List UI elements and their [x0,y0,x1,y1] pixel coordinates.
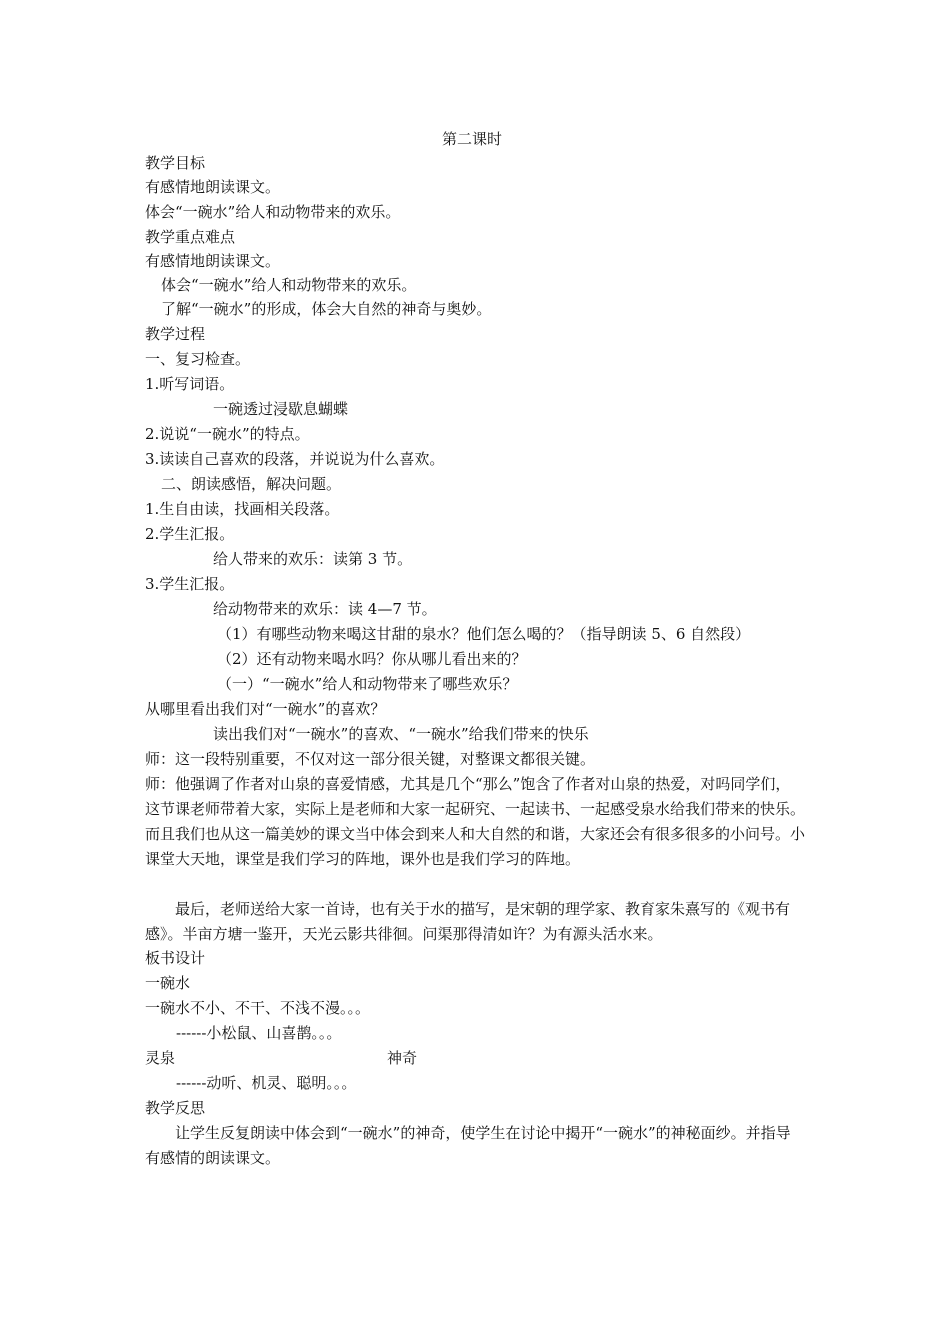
text-line: （一）“一碗水”给人和动物带来了哪些欢乐？ [217,675,518,693]
objectives-heading: 教学目标 [145,154,206,172]
text-line: 体会“一碗水”给人和动物带来的欢乐。 [145,203,401,221]
text-line: 二、朗读感悟，解决问题。 [161,475,342,493]
text-line: （2）还有动物来喝水吗？你从哪儿看出来的？ [217,650,527,668]
text-line: 一碗水不小、不干、不浅不漫。。。 [145,999,371,1017]
text-line: 从哪里看出我们对“一碗水”的喜欢？ [145,700,386,718]
text-line: 神奇 [387,1049,418,1067]
text-line: （1）有哪些动物来喝这甘甜的泉水？他们怎么喝的？（指导朗读 5、6 自然段） [217,625,751,643]
text-line: 灵泉 [145,1049,176,1067]
text-line: 一碗透过浸歇息蝴蝶 [213,400,349,418]
process-heading: 教学过程 [145,325,206,343]
text-line: 师：这一段特别重要，不仅对这一部分很关键，对整课文都很关键。 [145,750,596,768]
text-line: ------小松鼠、山喜鹊。。。 [176,1024,342,1042]
text-line: 1.生自由读，找画相关段落。 [145,500,340,518]
text-line: 给人带来的欢乐：读第 3 节。 [213,550,413,568]
keypoints-heading: 教学重点难点 [145,228,236,246]
text-paragraph: 师：他强调了作者对山泉的喜爱情感，尤其是几个“那么”饱含了作者对山泉的热爱，对吗同学们，这节课老师带着大家，实际上是老师和大家一起研究、一起读书、一起感受泉水给我们带来的快乐。而且我们也从这一篇美妙的课文当中体会到来人和大自然的和谐，大家还会有很多很多的小问号。小课堂大天地，课堂是我们学习的阵地，课外也是我们学习的阵地。 [145,775,806,868]
text-line: 2.学生汇报。 [145,525,235,543]
text-line: 了解“一碗水”的形成，体会大自然的神奇与奥妙。 [161,300,492,318]
text-line: 1.听写词语。 [145,375,235,393]
text-line: 有感情地朗读课文。 [145,252,281,270]
text-paragraph: 让学生反复朗读中体会到“一碗水”的神奇，使学生在讨论中揭开“一碗水”的神秘面纱。并指导有感情的朗读课文。 [145,1124,791,1167]
reflection-heading: 教学反思 [145,1099,206,1117]
text-line: 一、复习检查。 [145,350,251,368]
text-line: 2.说说“一碗水”的特点。 [145,425,310,443]
page-title: 第二课时 [442,130,503,148]
text-line: 给动物带来的欢乐：读 4—7 节。 [213,600,437,618]
text-line: 有感情地朗读课文。 [145,178,281,196]
text-line: 一碗水 [145,974,191,992]
text-paragraph: 最后，老师送给大家一首诗，也有关于水的描写，是宋朝的理学家、教育家朱熹写的《观书有感》。半亩方塘一鉴开，天光云影共徘徊。问渠那得清如许？为有源头活水来。 [145,900,791,943]
text-line: 3.学生汇报。 [145,575,235,593]
text-line: 3.读读自己喜欢的段落，并说说为什么喜欢。 [145,450,445,468]
text-line: 体会“一碗水”给人和动物带来的欢乐。 [161,276,417,294]
board-heading: 板书设计 [145,949,206,967]
text-line: 读出我们对“一碗水”的喜欢、“一碗水”给我们带来的快乐 [213,725,589,743]
text-line: ------动听、机灵、聪明。。。 [176,1074,357,1092]
